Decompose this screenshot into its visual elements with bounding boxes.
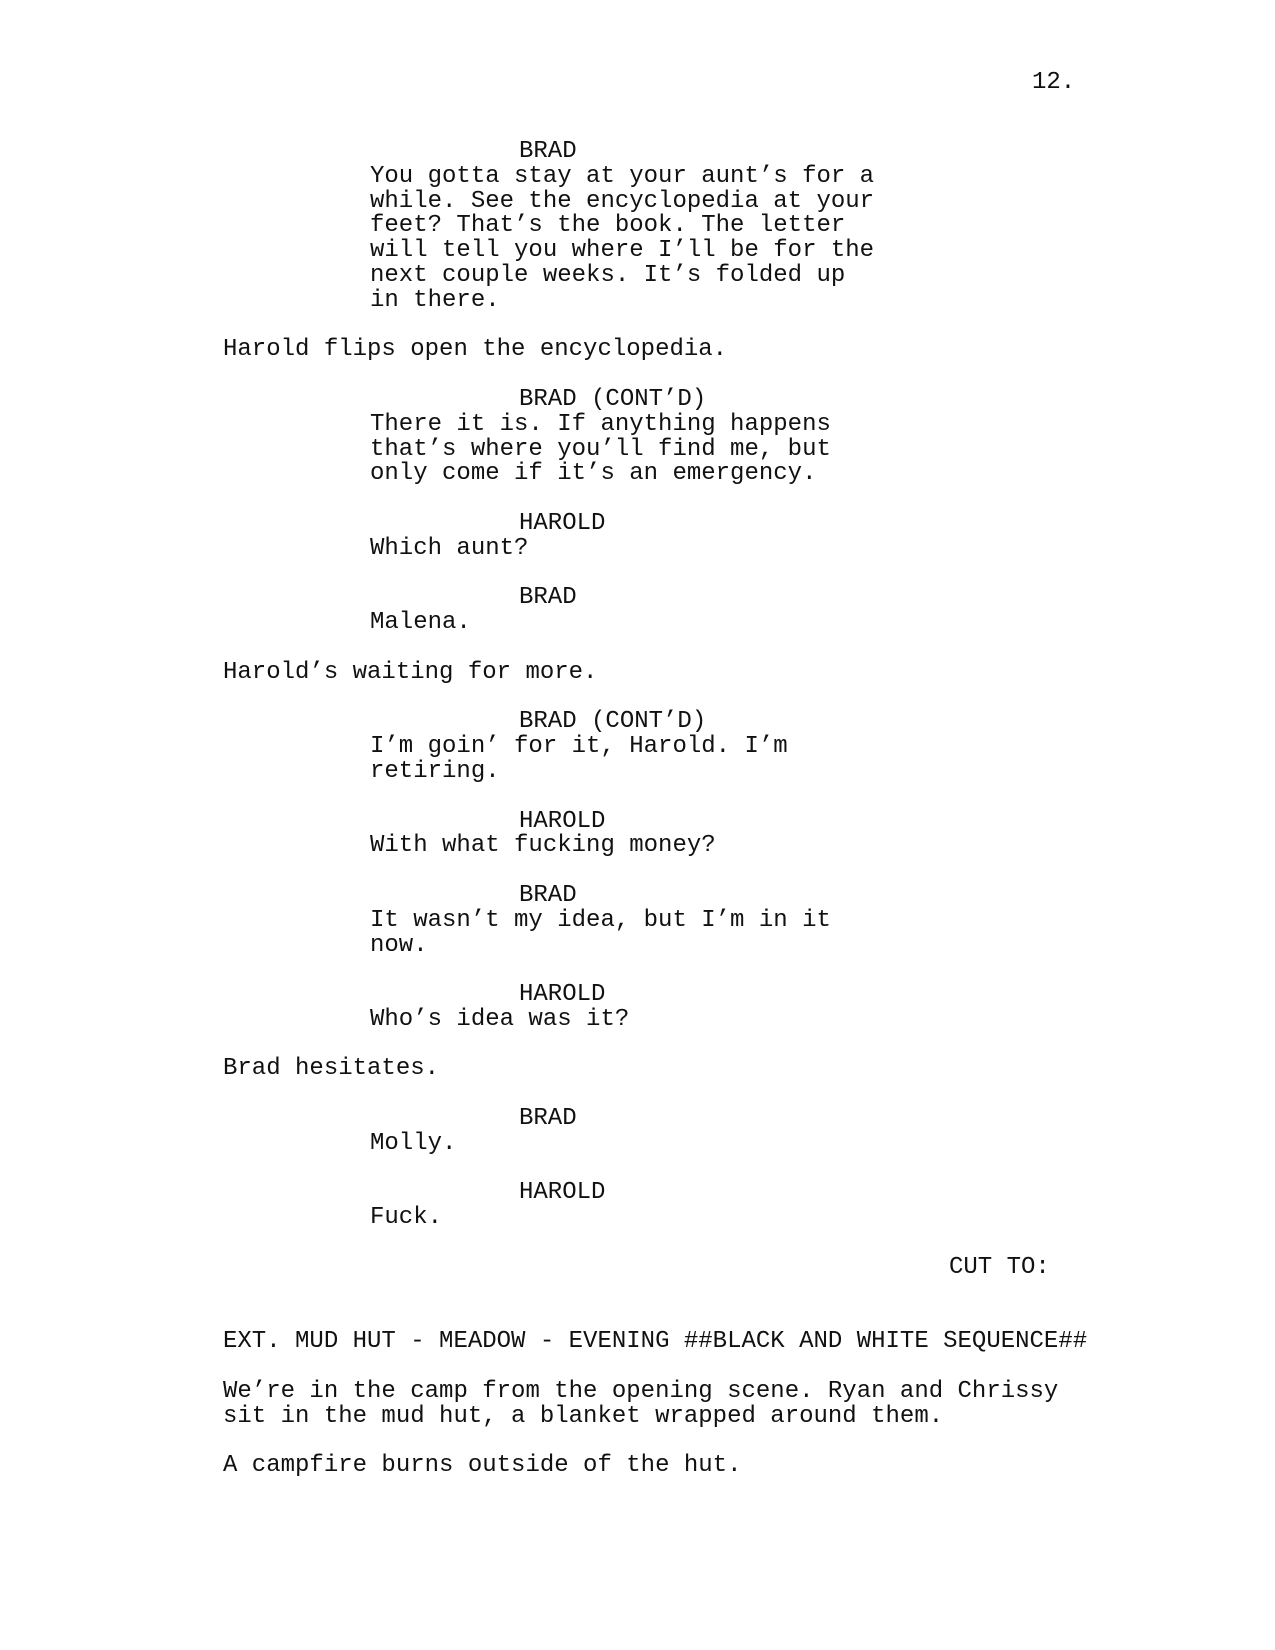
blank-line	[0, 636, 1275, 661]
dialogue-line: Molly.	[370, 1129, 457, 1157]
character-name: HAROLD	[519, 807, 606, 835]
action-line: sit in the mud hut, a blanket wrapped around them.	[223, 1402, 944, 1430]
dialogue-line: Which aunt?	[370, 534, 529, 562]
blank-line	[0, 1281, 1275, 1306]
blank-line	[0, 1033, 1275, 1058]
dialogue-line: Fuck.	[370, 1204, 443, 1232]
blank-line	[0, 363, 1275, 388]
dialogue-line: while. See the encyclopedia at your	[370, 187, 875, 215]
blank-line	[0, 1355, 1275, 1380]
blank-line	[0, 1429, 1275, 1454]
dialogue-line: I’m goin’ for it, Harold. I’m	[370, 733, 788, 761]
character-name: HAROLD	[519, 1179, 606, 1207]
character-name: BRAD	[519, 881, 577, 909]
dialogue-line: There it is. If anything happens	[370, 410, 831, 438]
character-name: BRAD	[519, 584, 577, 612]
action-line: Brad hesitates.	[223, 1055, 440, 1083]
dialogue-line: retiring.	[370, 757, 500, 785]
dialogue-line: You gotta stay at your aunt’s for a	[370, 162, 875, 190]
character-name: BRAD	[519, 138, 577, 165]
character-name: HAROLD	[519, 981, 606, 1009]
character-name: HAROLD	[519, 509, 606, 537]
blank-line	[0, 562, 1275, 587]
dialogue-line: feet? That’s the book. The letter	[370, 212, 846, 240]
page-number: 12.	[1032, 69, 1076, 96]
blank-line	[0, 958, 1275, 983]
action-line: We’re in the camp from the opening scene. Ryan and Chrissy	[223, 1377, 1059, 1405]
dialogue-line: that’s where you’ll find me, but	[370, 435, 831, 463]
dialogue-line: With what fucking money?	[370, 832, 716, 860]
blank-line	[0, 314, 1275, 339]
dialogue-line: Malena.	[370, 609, 471, 637]
character-name: BRAD	[519, 1105, 577, 1133]
blank-line	[0, 686, 1275, 711]
action-line: Harold flips open the encyclopedia.	[223, 336, 728, 364]
action-line: Harold’s waiting for more.	[223, 658, 598, 686]
blank-line	[0, 487, 1275, 512]
dialogue-line: next couple weeks. It’s folded up	[370, 261, 846, 289]
dialogue-line: now.	[370, 931, 428, 959]
blank-line	[0, 859, 1275, 884]
script-body	[0, 140, 1275, 1479]
action-line: A campfire burns outside of the hut.	[223, 1452, 742, 1480]
blank-line	[0, 785, 1275, 810]
blank-line	[0, 1231, 1275, 1256]
dialogue-line: only come if it’s an emergency.	[370, 460, 817, 488]
blank-line	[0, 1305, 1275, 1330]
dialogue-line: It wasn’t my idea, but I’m in it	[370, 906, 831, 934]
dialogue-line: in there.	[370, 286, 500, 314]
blank-line	[0, 1157, 1275, 1182]
character-name: BRAD (CONT’D)	[519, 708, 707, 736]
dialogue-line: Who’s idea was it?	[370, 1005, 630, 1033]
character-name: BRAD (CONT’D)	[519, 385, 707, 413]
dialogue-line: will tell you where I’ll be for the	[370, 237, 875, 265]
scene-heading: EXT. MUD HUT - MEADOW - EVENING ##BLACK AND WHITE SEQUENCE##	[223, 1328, 1088, 1356]
transition: CUT TO:	[949, 1253, 1050, 1281]
blank-line	[0, 1082, 1275, 1107]
